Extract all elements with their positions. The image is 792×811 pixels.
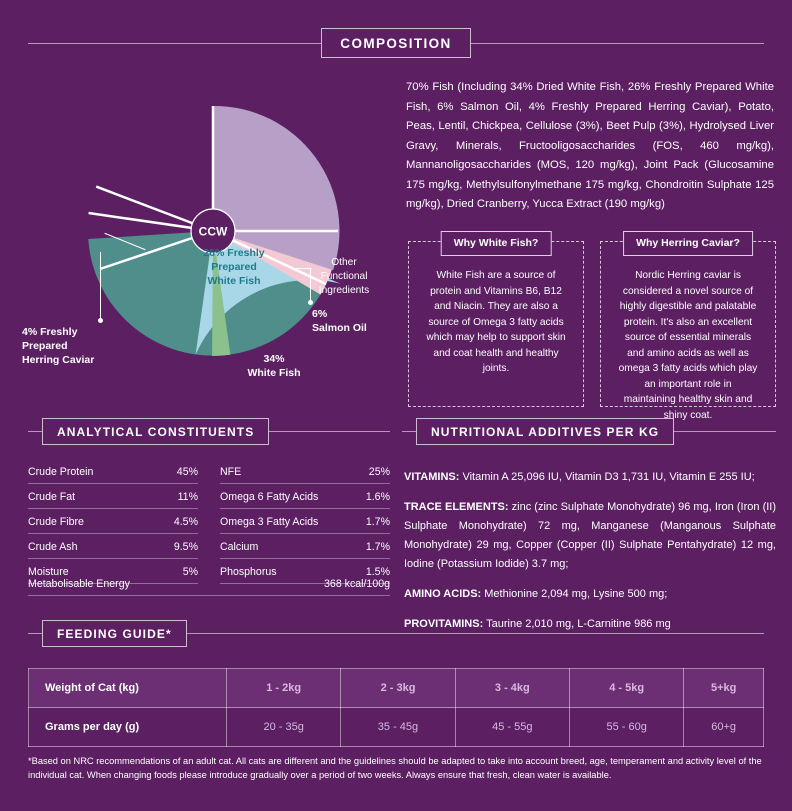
label-line-2: Prepared (211, 261, 257, 273)
label-line-1: Other (331, 257, 357, 268)
table-row (220, 466, 390, 484)
metabolisable-energy-row (28, 578, 390, 596)
feeding-guide-table (28, 668, 764, 747)
row-label: Omega 3 Fatty Acids (220, 516, 319, 528)
nutritional-additives-heading (402, 418, 776, 445)
additive-text: Vitamin A 25,096 IU, Vitamin D3 1,731 IU, Vitamin E 255 IU; (459, 471, 755, 483)
label-line-1: 26% Freshly (203, 247, 265, 259)
cell-grams-2: 35 - 45g (341, 708, 455, 747)
row-label: Crude Ash (28, 541, 78, 553)
row-label: Metabolisable Energy (28, 578, 130, 590)
row-label: Calcium (220, 541, 259, 553)
leader-dot-salmon (308, 300, 313, 305)
row-value: 25% (368, 466, 390, 478)
why-herring-caviar-box (600, 237, 776, 421)
why-white-fish-title: Why White Fish? (441, 231, 552, 256)
callout-line-1: 4% Freshly (22, 326, 78, 338)
row-value: 45% (176, 466, 198, 478)
why-white-fish-body: White Fish are a source of protein and Vitamins B6, B12 and Niacin. They are also a source of Omega 3 fatty acids which may help to support skin and coat health and healthy joints. (426, 270, 566, 374)
composition-title: COMPOSITION (321, 28, 470, 58)
additive-group-amino-acids (404, 585, 776, 604)
row-label: Moisture (28, 566, 69, 578)
why-herring-caviar-body: Nordic Herring caviar is considered a novel source of highly digestible and palatable protein. It's also an excellent source of essential minerals and amino acids as well as omega 3 fatty acids which play an important role in maintaining healthy skin and shiny coat. (618, 270, 758, 421)
nutritional-additives-list (404, 468, 776, 645)
callout-line-3: Herring Caviar (22, 354, 95, 366)
callout-line-2: Salmon Oil (312, 322, 367, 334)
label-line-2: White Fish (247, 367, 301, 379)
label-line-3: White Fish (207, 275, 261, 287)
analytical-constituents-heading (28, 418, 390, 445)
row-label: Phosphorus (220, 566, 277, 578)
composition-heading (28, 28, 764, 58)
cell-grams-5: 60+g (684, 708, 764, 747)
row-label: Omega 6 Fatty Acids (220, 491, 319, 503)
additive-group-trace-elements (404, 498, 776, 574)
pie-label-other-functional (299, 256, 389, 298)
table-row (28, 516, 198, 534)
row-value: 1.7% (365, 541, 390, 553)
table-row (220, 516, 390, 534)
cell-grams-4: 55 - 60g (569, 708, 683, 747)
feeding-title: FEEDING GUIDE* (42, 620, 187, 647)
why-white-fish-box (408, 237, 584, 407)
table-row (28, 541, 198, 559)
row-value: 1.5% (365, 566, 390, 578)
label-line-2: Functional (320, 271, 368, 282)
row-header-weight: Weight of Cat (kg) (29, 669, 227, 708)
row-label: Crude Protein (28, 466, 94, 478)
row-value: 5% (182, 566, 198, 578)
callout-salmon-oil (312, 307, 402, 335)
additive-heading: AMINO ACIDS: (404, 588, 482, 600)
row-value: 9.5% (173, 541, 198, 553)
ingredients-paragraph: 70% Fish (Including 34% Dried White Fish, 26% Freshly Prepared White Fish, 6% Salmon Oil, 4% Freshly Prepared Herring Caviar), Potato, Peas, Lentil, Chickpea, Cellulose (3%), Beet Pulp (3%), Hydrolysed Liver Gravy, Minerals, Fructooligosaccharides (FOS, 460 mg/kg), Mannanoligosaccharides (MOS, 120 mg/kg), Joint Pack (Glucosamine 175 mg/kg, Methylsulfonylmethane 175 mg/kg, Chondroitin Sulphate 125 mg/kg), Dried Cranberry, Yucca Extract (190 mg/kg) (406, 81, 774, 210)
nutritional-title: NUTRITIONAL ADDITIVES PER KG (416, 418, 674, 445)
additive-text: Methionine 2,094 mg, Lysine 500 mg; (481, 588, 668, 600)
rule-right (187, 633, 764, 634)
additive-text: zinc (zinc Sulphate Monohydrate) 96 mg, Iron (Iron (II) Sulphate Monohydrate) 72 mg, Manganese (Manganous Sulphate Monohydrate) 29 mg, Copper (Copper (II) Sulphate Pentahydrate) 12 mg, Iodine (Potassium Iodide) 3.7 mg; (404, 501, 777, 570)
table-row (29, 669, 764, 708)
why-herring-caviar-title: Why Herring Caviar? (623, 231, 753, 256)
cell-weight-1: 1 - 2kg (227, 669, 341, 708)
pie-center-label: CCW (198, 224, 228, 239)
table-row (220, 491, 390, 509)
row-label: Crude Fibre (28, 516, 84, 528)
additive-group-vitamins (404, 468, 776, 487)
pie-label-white-fish (228, 352, 320, 380)
label-line-3: Ingredients (318, 285, 370, 296)
row-value: 4.5% (173, 516, 198, 528)
row-value: 11% (177, 491, 198, 503)
cell-grams-3: 45 - 55g (455, 708, 569, 747)
rule-left (402, 431, 416, 432)
leader-line-salmon-h (296, 268, 312, 269)
pie-label-prepared-white-fish (186, 246, 282, 288)
callout-line-1: 6% (312, 308, 328, 320)
row-value: 1.6% (365, 491, 390, 503)
table-row (28, 466, 198, 484)
constituents-column-right (220, 466, 390, 591)
row-header-grams: Grams per day (g) (29, 708, 227, 747)
label-line-1: 34% (263, 353, 285, 365)
additive-heading: PROVITAMINS: (404, 618, 484, 630)
additive-text: Taurine 2,010 mg, L-Carnitine 986 mg (483, 618, 671, 630)
analytical-constituents-table (28, 466, 390, 591)
row-value: 368 kcal/100g (324, 578, 390, 590)
table-row (28, 491, 198, 509)
rule-right (674, 431, 776, 432)
cell-grams-1: 20 - 35g (227, 708, 341, 747)
cell-weight-2: 2 - 3kg (341, 669, 455, 708)
rule-left (28, 633, 42, 634)
table-row (29, 708, 764, 747)
leader-line-salmon (310, 268, 311, 302)
analytical-title: ANALYTICAL CONSTITUENTS (42, 418, 269, 445)
leader-line-caviar-vertical (100, 252, 101, 320)
cell-weight-4: 4 - 5kg (569, 669, 683, 708)
additive-heading: VITAMINS: (404, 471, 460, 483)
constituents-column-left (28, 466, 198, 591)
cell-weight-5: 5+kg (684, 669, 764, 708)
table-row (220, 541, 390, 559)
row-label: Crude Fat (28, 491, 76, 503)
additive-heading: TRACE ELEMENTS: (404, 501, 509, 513)
feeding-guide-heading (28, 620, 764, 647)
row-label: NFE (220, 466, 242, 478)
cell-weight-3: 3 - 4kg (455, 669, 569, 708)
callout-herring-caviar (22, 325, 142, 367)
callout-line-2: Prepared (22, 340, 68, 352)
rule-right (471, 43, 764, 44)
rule-left (28, 43, 321, 44)
row-value: 1.7% (365, 516, 390, 528)
rule-right (269, 431, 390, 432)
rule-left (28, 431, 42, 432)
leader-dot-caviar (98, 318, 103, 323)
feeding-guide-footnote: *Based on NRC recommendations of an adult cat. All cats are different and the guidelines should be adapted to take into account breed, age, temperament and activity level of the individual cat. When changing foods please introduce gradually over a period of two weeks. Always ensure that fresh, clean water is available. (28, 756, 762, 780)
